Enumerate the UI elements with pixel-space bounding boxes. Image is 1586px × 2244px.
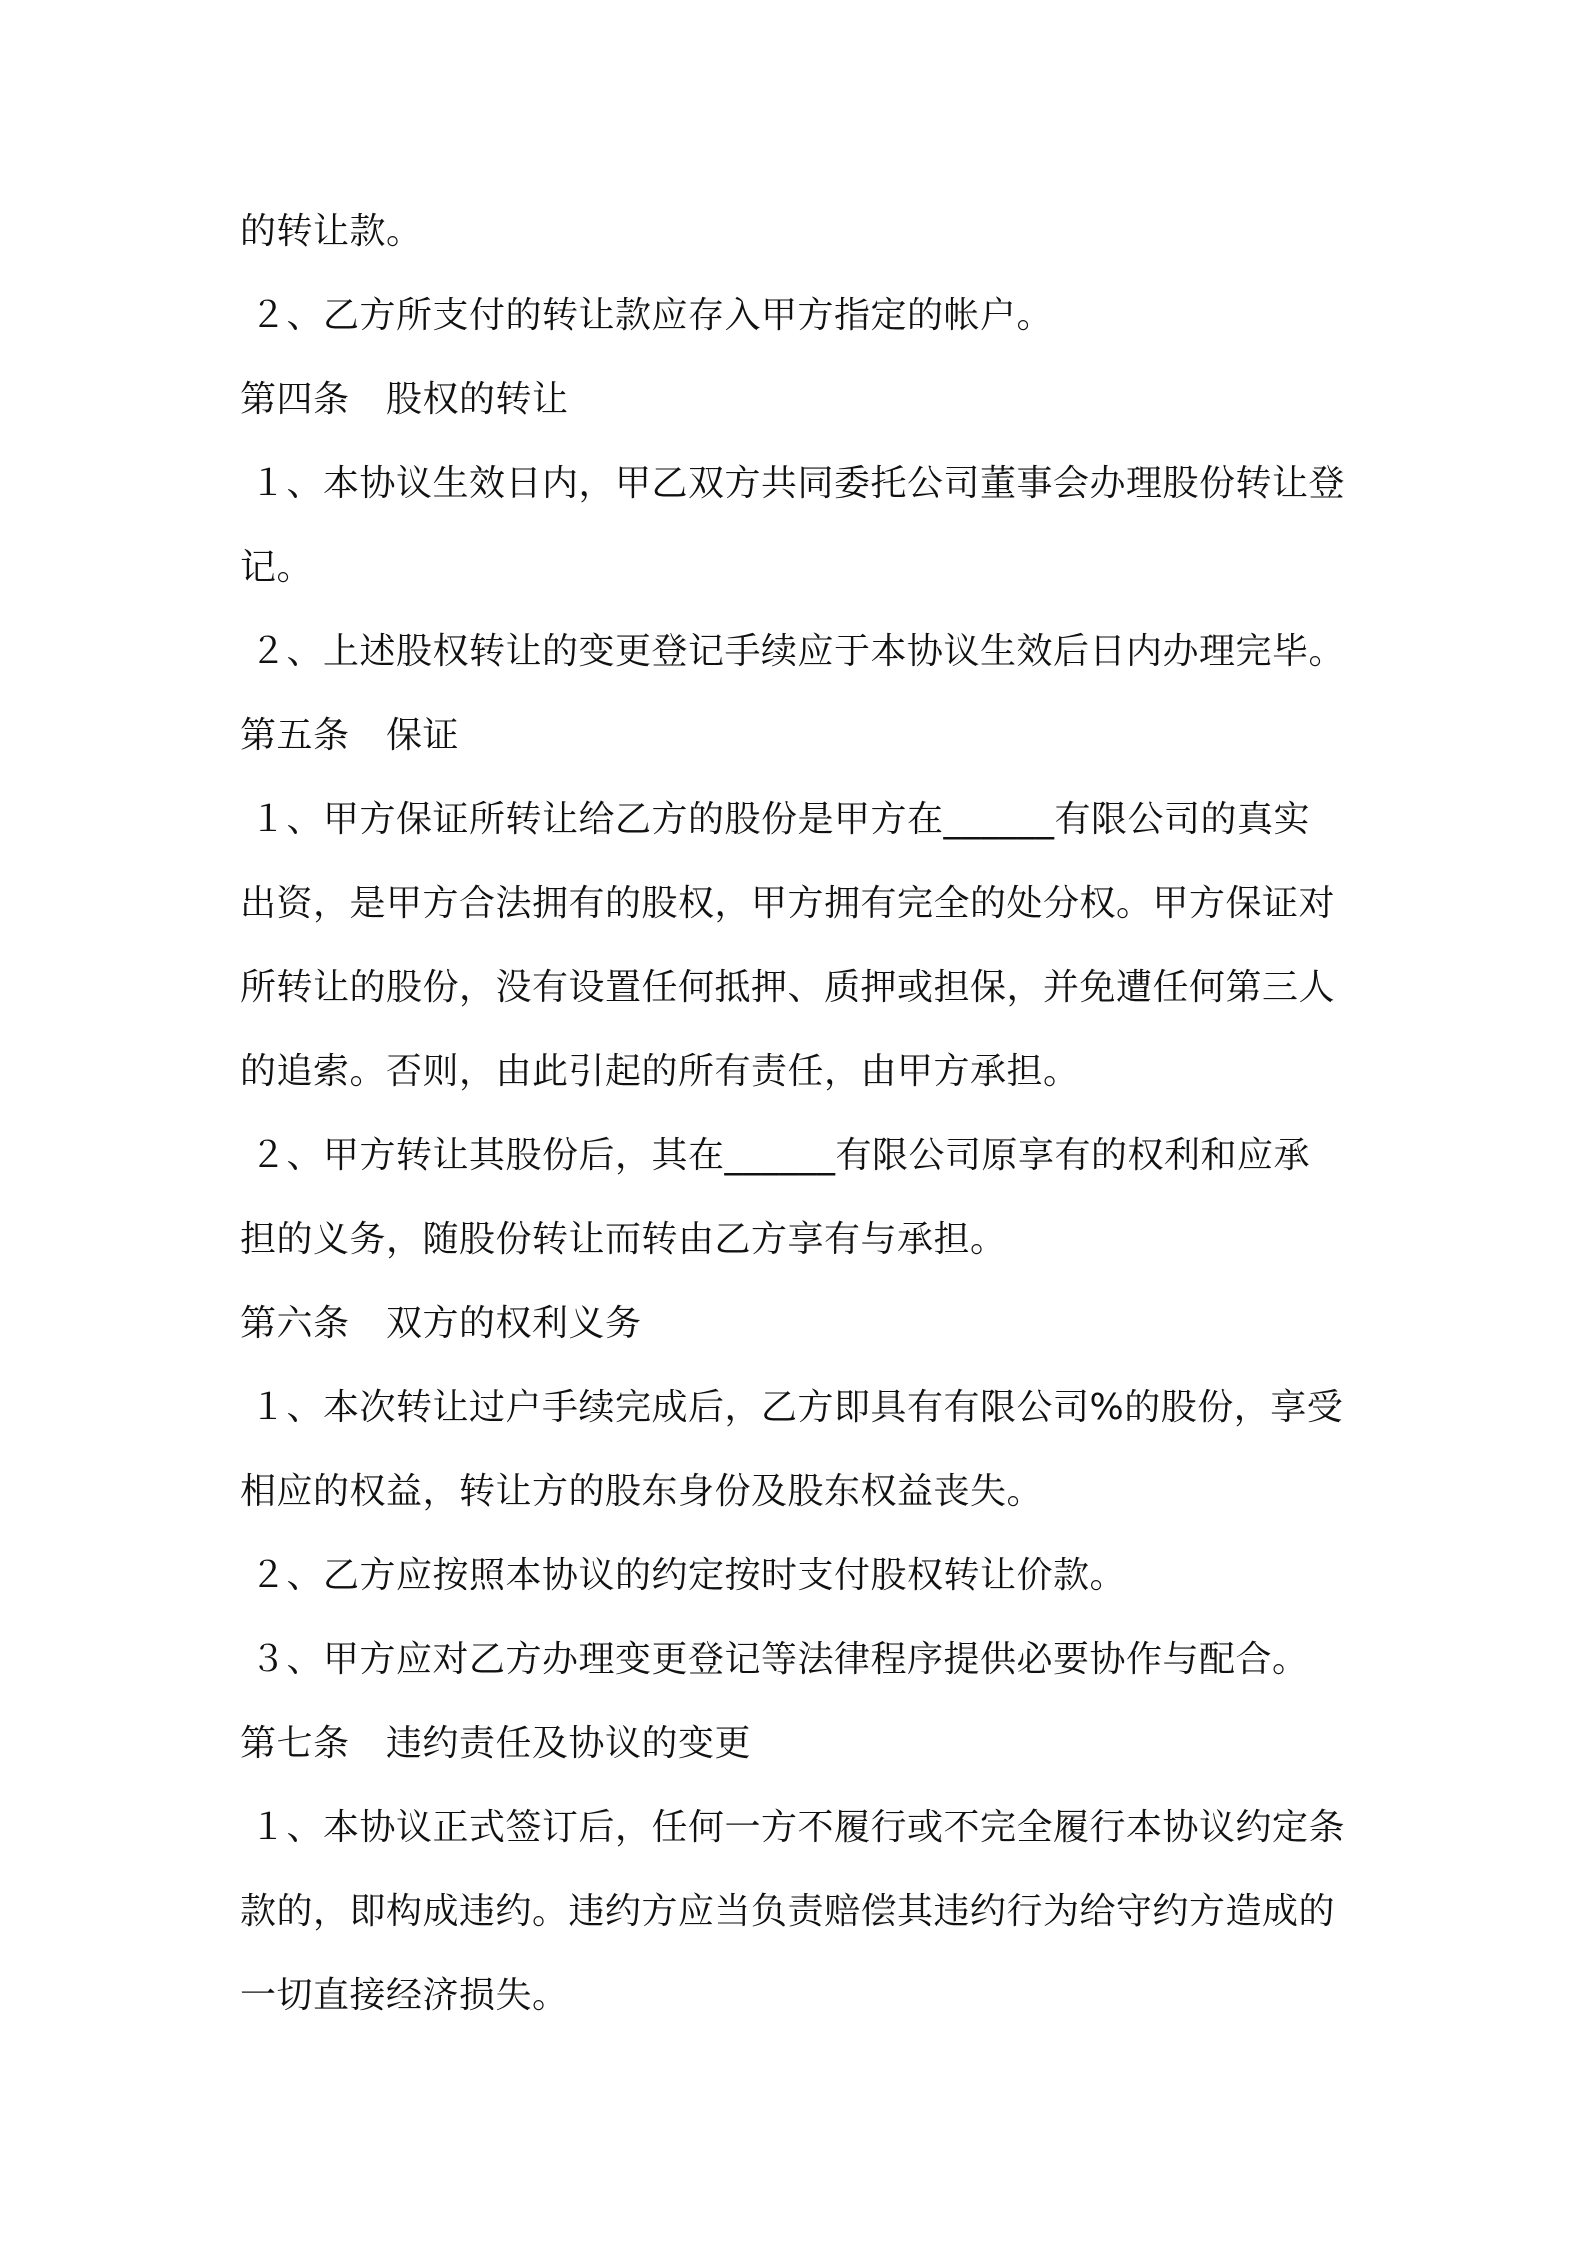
clause-line: ２、乙方应按照本协议的约定按时支付股权转让价款。 — [250, 1555, 1127, 1596]
article-heading: 第五条 保证 — [240, 715, 460, 756]
clause-line: ２、乙方所支付的转让款应存入甲方指定的帐户。 — [250, 295, 1054, 336]
paragraph-line: 的追索。否则，由此引起的所有责任，由甲方承担。 — [240, 1051, 1080, 1092]
paragraph-line: 担的义务，随股份转让而转由乙方享有与承担。 — [240, 1219, 1007, 1260]
clause-line: １、本协议生效日内，甲乙双方共同委托公司董事会办理股份转让登 — [250, 463, 1346, 504]
document-body — [240, 190, 1360, 2038]
paragraph-line: 记。 — [240, 547, 314, 588]
clause-line: ２、甲方转让其股份后，其在______有限公司原享有的权利和应承 — [250, 1135, 1311, 1176]
paragraph-line: 款的，即构成违约。违约方应当负责赔偿其违约行为给守约方造成的 — [240, 1891, 1336, 1932]
paragraph-line: 一切直接经济损失。 — [240, 1975, 569, 2016]
paragraph-line: 的转让款。 — [240, 211, 423, 252]
clause-line: ２、上述股权转让的变更登记手续应于本协议生效后日内办理完毕。 — [250, 631, 1346, 672]
paragraph-line: 出资，是甲方合法拥有的股权，甲方拥有完全的处分权。甲方保证对 — [240, 883, 1336, 924]
article-heading: 第四条 股权的转让 — [240, 379, 569, 420]
clause-line: ３、甲方应对乙方办理变更登记等法律程序提供必要协作与配合。 — [250, 1639, 1309, 1680]
article-heading: 第六条 双方的权利义务 — [240, 1303, 642, 1344]
paragraph-line: 所转让的股份，没有设置任何抵押、质押或担保，并免遭任何第三人 — [240, 967, 1336, 1008]
paragraph-line: 相应的权益，转让方的股东身份及股东权益丧失。 — [240, 1471, 1044, 1512]
article-heading: 第七条 违约责任及协议的变更 — [240, 1723, 752, 1764]
clause-line: １、本协议正式签订后，任何一方不履行或不完全履行本协议约定条 — [250, 1807, 1346, 1848]
clause-line: １、本次转让过户手续完成后，乙方即具有有限公司%的股份，享受 — [250, 1387, 1344, 1428]
clause-line: １、甲方保证所转让给乙方的股份是甲方在______有限公司的真实 — [250, 799, 1311, 840]
